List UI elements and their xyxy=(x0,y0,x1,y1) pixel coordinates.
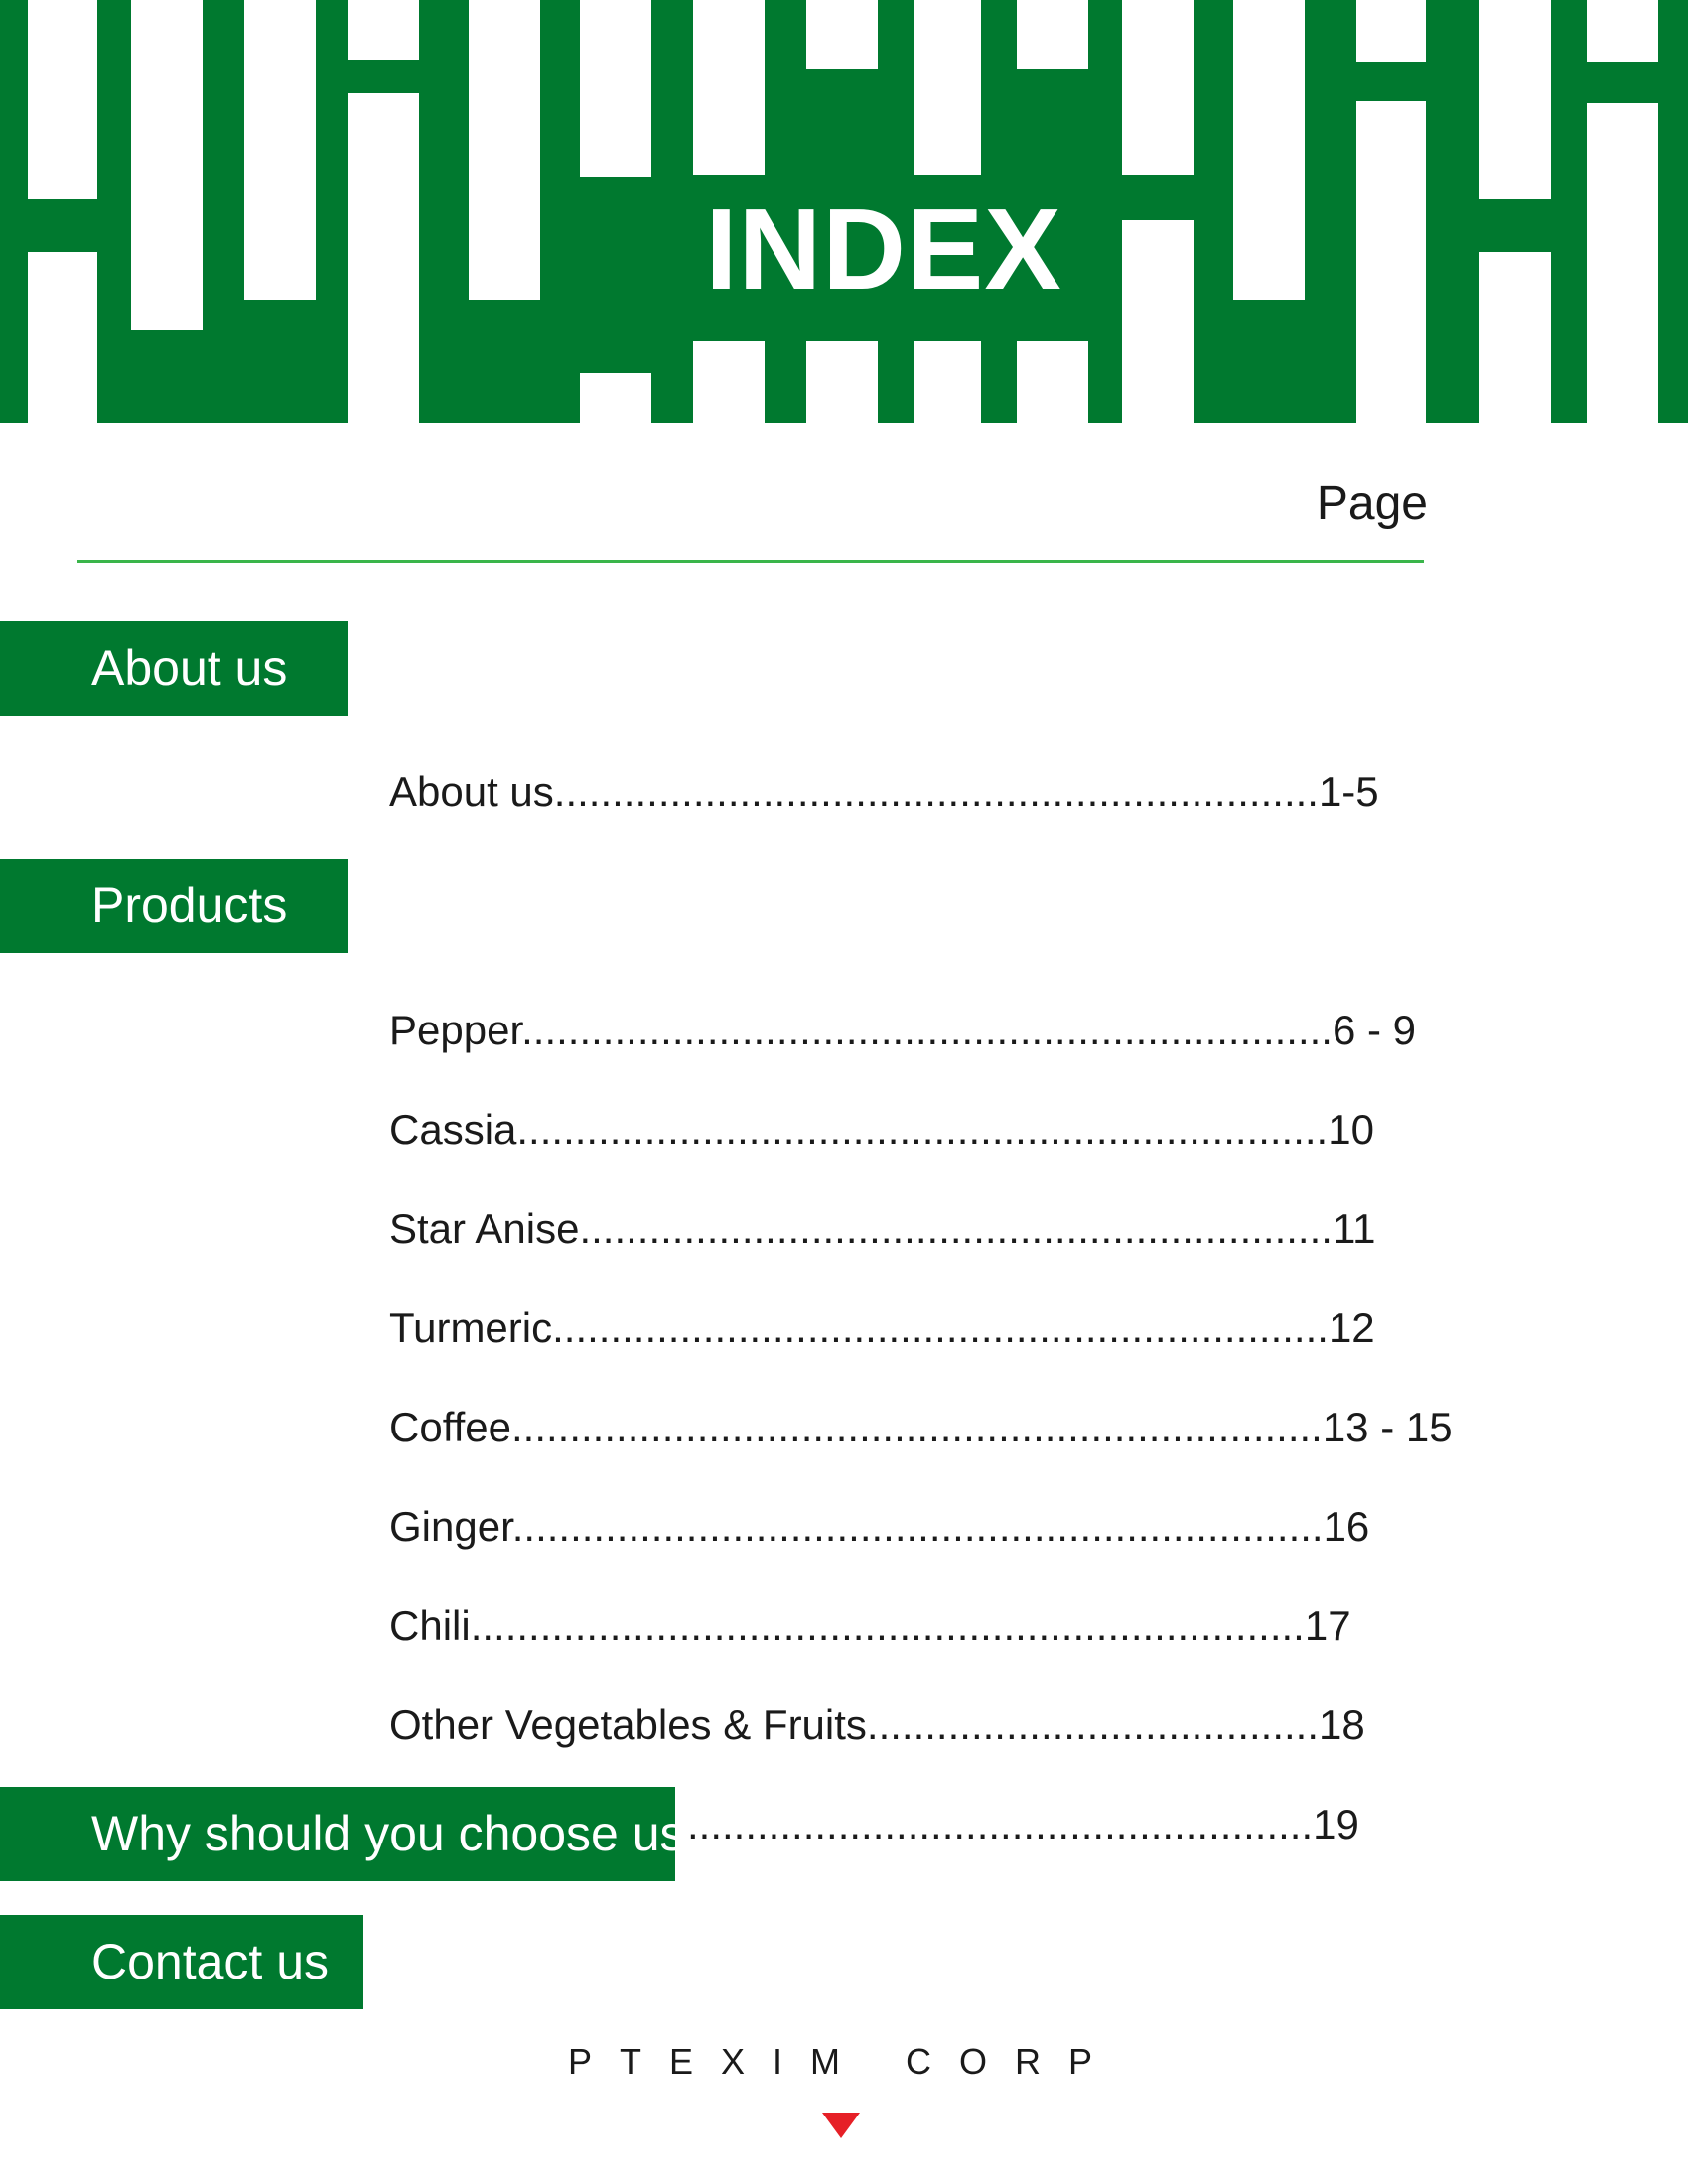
toc-entry-turmeric[interactable] xyxy=(389,1298,1375,1358)
banner-pattern-bar xyxy=(469,0,540,300)
banner-pattern-bar xyxy=(28,252,97,423)
banner-pattern-bar xyxy=(914,0,981,175)
banner-pattern-bar xyxy=(914,341,981,423)
entry-title: Ginger xyxy=(389,1503,512,1550)
section-about-us[interactable] xyxy=(0,621,348,716)
toc-entry-cassia[interactable] xyxy=(389,1100,1374,1160)
banner-pattern-bar xyxy=(244,0,316,300)
entry-title: Turmeric xyxy=(389,1304,553,1351)
toc-entry-ginger[interactable] xyxy=(389,1497,1369,1557)
footer-brand xyxy=(0,2041,1688,2083)
banner-pattern-bar xyxy=(580,0,651,177)
entry-pages: 1-5 xyxy=(1318,768,1379,815)
entry-leader: ...................................................................... xyxy=(511,1503,1324,1550)
entry-title: Chili xyxy=(389,1602,471,1649)
entry-title: About us xyxy=(389,768,554,815)
banner-pattern-bar xyxy=(693,0,765,175)
entry-leader: ...................................................... xyxy=(687,1801,1314,1847)
entry-title: Coffee xyxy=(389,1404,511,1450)
entry-leader: ....................................... xyxy=(866,1702,1320,1748)
banner-pattern-bar xyxy=(348,0,419,60)
section-label: Why should you choose us? xyxy=(91,1806,713,1861)
toc-entry-why-choose-us[interactable] xyxy=(687,1795,1359,1854)
banner-pattern-bar xyxy=(1587,103,1658,423)
entry-pages: 10 xyxy=(1328,1106,1374,1153)
brand-wordmark: PTEXIM CORP xyxy=(567,2041,1121,2082)
entry-title: Cassia xyxy=(389,1106,517,1153)
toc-entry-about-us[interactable] xyxy=(389,762,1379,822)
entry-pages: 19 xyxy=(1313,1801,1359,1847)
entry-leader: ........................................................................ xyxy=(470,1602,1305,1649)
banner-pattern-bar xyxy=(348,93,419,423)
banner-pattern-bar xyxy=(580,373,651,423)
entry-pages: 17 xyxy=(1304,1602,1351,1649)
banner-pattern-bar xyxy=(1122,0,1194,175)
entry-pages: 13 - 15 xyxy=(1322,1404,1453,1450)
entry-title: Star Anise xyxy=(389,1205,580,1252)
banner-pattern-bar xyxy=(806,341,878,423)
header-divider xyxy=(77,560,1424,563)
banner-pattern-bar xyxy=(806,0,878,69)
entry-leader: ...................................................................... xyxy=(516,1106,1329,1153)
entry-pages: 18 xyxy=(1319,1702,1365,1748)
entry-title: Pepper xyxy=(389,1007,522,1053)
entry-leader: .................................................................. xyxy=(553,768,1319,815)
banner-pattern-bar xyxy=(1356,101,1426,423)
entry-title: Other Vegetables & Fruits xyxy=(389,1702,867,1748)
page-column-label: Page xyxy=(1316,478,1428,530)
entry-leader: ................................................................... xyxy=(552,1304,1329,1351)
triangle-down-icon xyxy=(822,2113,860,2138)
banner-pattern-bar xyxy=(693,341,765,423)
page-title: INDEX xyxy=(655,175,1112,324)
entry-pages: 12 xyxy=(1328,1304,1375,1351)
toc-entry-pepper[interactable] xyxy=(389,1001,1416,1060)
banner-pattern-bar xyxy=(1017,341,1088,423)
section-why-choose-us[interactable] xyxy=(0,1787,713,1881)
entry-leader: ...................................................................... xyxy=(511,1404,1323,1450)
section-products[interactable] xyxy=(0,859,348,953)
entry-leader: ................................................................. xyxy=(579,1205,1333,1252)
banner-pattern-bar xyxy=(1356,0,1426,62)
toc-entry-other-vegetables-fruits[interactable] xyxy=(389,1696,1365,1755)
toc-entry-coffee[interactable] xyxy=(389,1398,1453,1457)
banner-pattern-bar xyxy=(1233,0,1305,300)
entry-leader: ...................................................................... xyxy=(521,1007,1333,1053)
section-label: Products xyxy=(91,878,288,933)
banner-pattern-bar xyxy=(1479,252,1551,423)
toc-entry-chili[interactable] xyxy=(389,1596,1351,1656)
entry-pages: 11 xyxy=(1332,1205,1376,1252)
banner-pattern-bar xyxy=(28,0,97,199)
banner-pattern-bar xyxy=(1587,0,1658,62)
section-contact-us[interactable] xyxy=(0,1915,363,2009)
banner-pattern-bar xyxy=(1017,0,1088,69)
section-label: About us xyxy=(91,640,288,696)
index-banner xyxy=(0,0,1688,423)
section-label: Contact us xyxy=(91,1934,330,1989)
toc-entry-star-anise[interactable] xyxy=(389,1199,1376,1259)
entry-pages: 16 xyxy=(1323,1503,1370,1550)
banner-pattern-bar xyxy=(131,0,203,330)
entry-pages: 6 - 9 xyxy=(1332,1007,1416,1053)
banner-pattern-bar xyxy=(1479,0,1551,199)
banner-pattern-bar xyxy=(1122,220,1194,423)
